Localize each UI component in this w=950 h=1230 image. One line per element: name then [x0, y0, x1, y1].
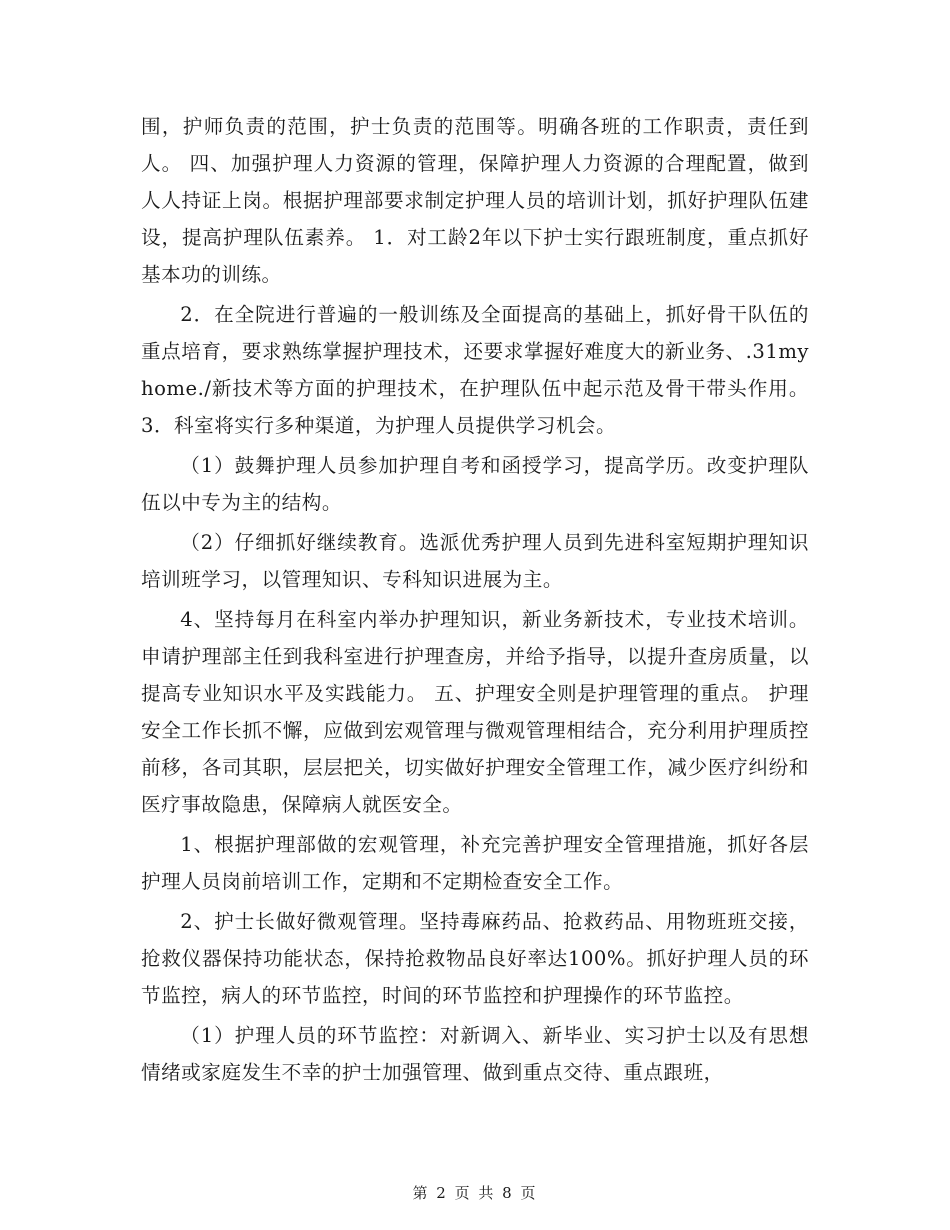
document-body: [141, 108, 809, 1094]
page-number-footer: 第 2 页 共 8 页: [412, 1184, 538, 1202]
paragraph-2: 2．在全院进行普遍的一般训练及全面提高的基础上，抓好骨干队伍的重点培育，要求熟练掌握护理技术，还要求掌握好难度大的新业务、.31myhome./新技术等方面的护理技术，在护理队伍中起示范及骨干带头作用。 3．科室将实行多种渠道，为护理人员提供学习机会。: [141, 303, 809, 437]
paragraph-4: （2）仔细抓好继续教育。选派优秀护理人员到先进科室短期护理知识培训班学习，以管理知识、专科知识进展为主。: [141, 531, 809, 591]
paragraph-6: 1、根据护理部做的宏观管理，补充完善护理安全管理措施，抓好各层护理人员岗前培训工作，定期和不定期检查安全工作。: [141, 833, 809, 893]
paragraph-3: （1）鼓舞护理人员参加护理自考和函授学习，提高学历。改变护理队伍以中专为主的结构。: [141, 454, 809, 514]
paragraph-8: （1）护理人员的环节监控：对新调入、新毕业、实习护士以及有思想情绪或家庭发生不幸的护士加强管理、做到重点交待、重点跟班，: [141, 1024, 809, 1084]
paragraph-5: 4、坚持每月在科室内举办护理知识，新业务新技术，专业技术培训。申请护理部主任到我科室进行护理查房，并给予指导，以提升查房质量，以提高专业知识水平及实践能力。 五、护理安全则是护理管理的重点。 护理安全工作长抓不懈，应做到宏观管理与微观管理相结合，充分利用护理质控前移，各司其职，层层把关，切实做好护理安全管理工作，减少医疗纠纷和医疗事故隐患，保障病人就医安全。: [141, 608, 809, 816]
paragraph-7: 2、护士长做好微观管理。坚持毒麻药品、抢救药品、用物班班交接，抢救仪器保持功能状态，保持抢救物品良好率达100%。抓好护理人员的环节监控，病人的环节监控，时间的环节监控和护理操作的环节监控。: [141, 910, 809, 1007]
paragraph-1: 围，护师负责的范围，护士负责的范围等。明确各班的工作职责，责任到人。 四、加强护理人力资源的管理，保障护理人力资源的合理配置，做到人人持证上岗。根据护理部要求制定护理人员的培训计划，抓好护理队伍建设，提高护理队伍素养。 1．对工龄2年以下护士实行跟班制度，重点抓好基本功的训练。: [141, 115, 809, 286]
